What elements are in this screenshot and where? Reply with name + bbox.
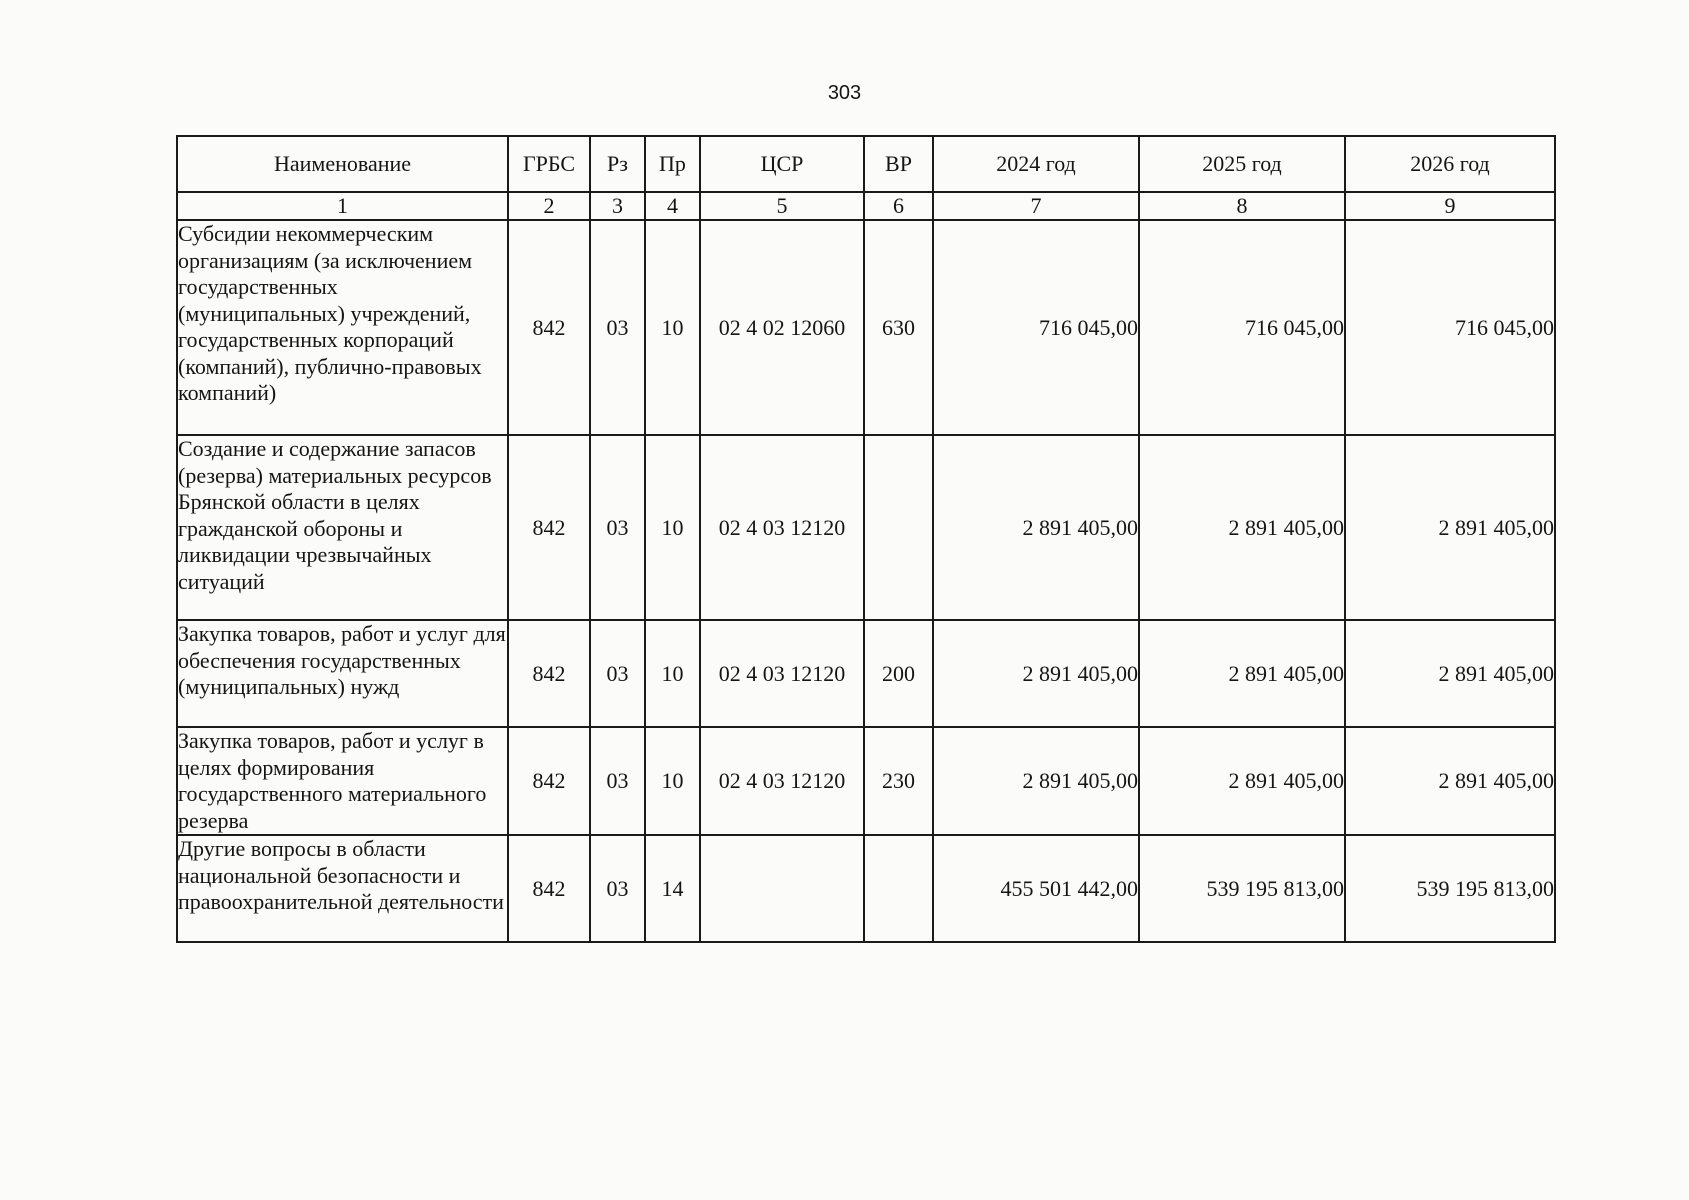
cell-2026: 2 891 405,00: [1345, 620, 1555, 727]
header-rz: Рз: [590, 136, 645, 192]
cell-2026: 2 891 405,00: [1345, 727, 1555, 835]
column-number-row: [177, 192, 1555, 220]
cell-rz: 03: [590, 220, 645, 435]
header-grbs: ГРБС: [508, 136, 590, 192]
column-number: 6: [864, 192, 933, 220]
header-csr: ЦСР: [700, 136, 864, 192]
cell-name: Закупка товаров, работ и услуг для обеспечения государственных (муниципальных) нужд: [177, 620, 508, 727]
cell-grbs: 842: [508, 435, 590, 620]
cell-vr: 200: [864, 620, 933, 727]
cell-rz: 03: [590, 727, 645, 835]
table-row: [177, 220, 1555, 435]
cell-2024: 716 045,00: [933, 220, 1139, 435]
column-number: 3: [590, 192, 645, 220]
cell-pr: 14: [645, 835, 700, 942]
cell-2025: 2 891 405,00: [1139, 727, 1345, 835]
header-2025: 2025 год: [1139, 136, 1345, 192]
column-number: 9: [1345, 192, 1555, 220]
budget-table: [176, 135, 1556, 943]
cell-vr: [864, 835, 933, 942]
cell-2026: 716 045,00: [1345, 220, 1555, 435]
cell-name: Субсидии некоммерческим организациям (за исключением государственных (муниципальных) учреждений, государственных корпораций (компаний), публично-правовых компаний): [177, 220, 508, 435]
cell-2026: 539 195 813,00: [1345, 835, 1555, 942]
cell-csr: [700, 835, 864, 942]
cell-vr: 630: [864, 220, 933, 435]
cell-2026: 2 891 405,00: [1345, 435, 1555, 620]
cell-2025: 539 195 813,00: [1139, 835, 1345, 942]
column-number: 7: [933, 192, 1139, 220]
cell-pr: 10: [645, 620, 700, 727]
column-number: 8: [1139, 192, 1345, 220]
cell-rz: 03: [590, 620, 645, 727]
cell-2024: 2 891 405,00: [933, 620, 1139, 727]
header-row: [177, 136, 1555, 192]
cell-2025: 2 891 405,00: [1139, 620, 1345, 727]
column-number: 5: [700, 192, 864, 220]
header-2026: 2026 год: [1345, 136, 1555, 192]
column-number: 4: [645, 192, 700, 220]
cell-csr: 02 4 02 12060: [700, 220, 864, 435]
cell-csr: 02 4 03 12120: [700, 727, 864, 835]
cell-name: Создание и содержание запасов (резерва) материальных ресурсов Брянской области в целях гражданской обороны и ликвидации чрезвычайных ситуаций: [177, 435, 508, 620]
table-row: [177, 435, 1555, 620]
header-vr: ВР: [864, 136, 933, 192]
cell-grbs: 842: [508, 727, 590, 835]
table-row: [177, 835, 1555, 942]
column-number: 2: [508, 192, 590, 220]
header-name: Наименование: [177, 136, 508, 192]
cell-pr: 10: [645, 727, 700, 835]
cell-2024: 455 501 442,00: [933, 835, 1139, 942]
cell-grbs: 842: [508, 835, 590, 942]
cell-csr: 02 4 03 12120: [700, 620, 864, 727]
column-number: 1: [177, 192, 508, 220]
cell-2025: 2 891 405,00: [1139, 435, 1345, 620]
cell-name: Другие вопросы в области национальной безопасности и правоохранительной деятельности: [177, 835, 508, 942]
cell-csr: 02 4 03 12120: [700, 435, 864, 620]
table-row: [177, 620, 1555, 727]
cell-rz: 03: [590, 435, 645, 620]
cell-pr: 10: [645, 435, 700, 620]
table-row: [177, 727, 1555, 835]
cell-rz: 03: [590, 835, 645, 942]
cell-pr: 10: [645, 220, 700, 435]
header-2024: 2024 год: [933, 136, 1139, 192]
cell-name: Закупка товаров, работ и услуг в целях формирования государственного материального резерва: [177, 727, 508, 835]
cell-grbs: 842: [508, 620, 590, 727]
cell-vr: [864, 435, 933, 620]
cell-2024: 2 891 405,00: [933, 727, 1139, 835]
header-pr: Пр: [645, 136, 700, 192]
cell-2024: 2 891 405,00: [933, 435, 1139, 620]
cell-vr: 230: [864, 727, 933, 835]
cell-grbs: 842: [508, 220, 590, 435]
page-number: 303: [827, 82, 862, 104]
cell-2025: 716 045,00: [1139, 220, 1345, 435]
